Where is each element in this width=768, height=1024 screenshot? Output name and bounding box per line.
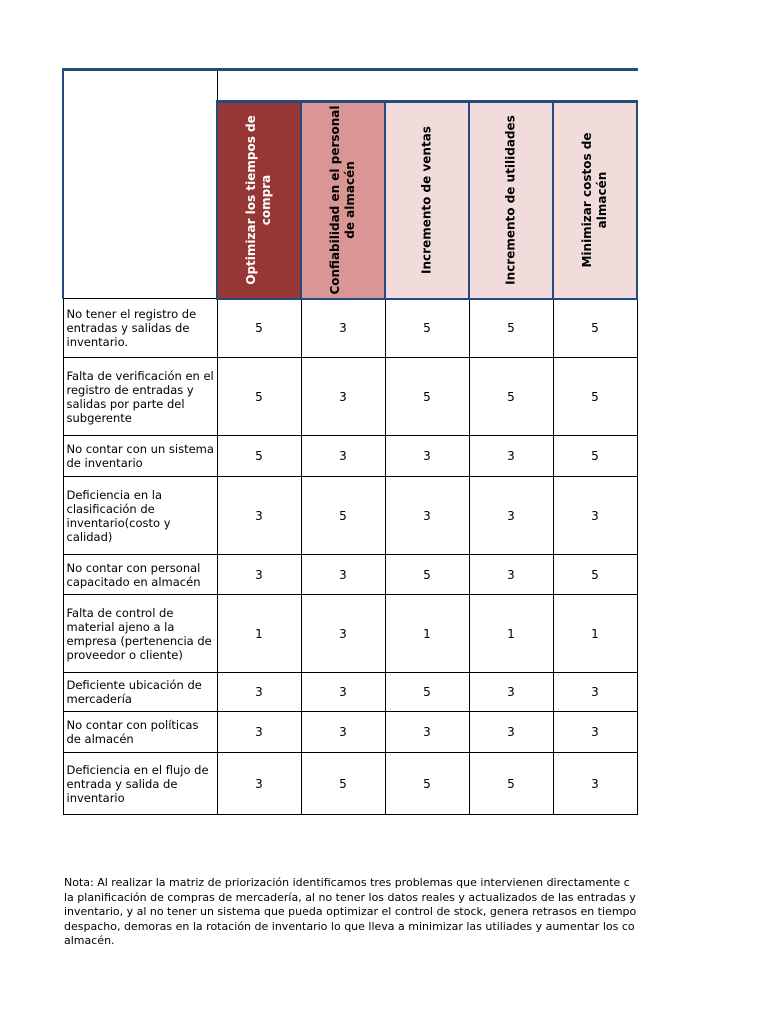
score-cell: 5	[217, 358, 301, 436]
score-cell: 5	[469, 358, 553, 436]
score-cell: 3	[385, 712, 469, 753]
criterion-header-3	[385, 102, 469, 299]
table-row	[63, 712, 723, 753]
score-cell: 5	[469, 753, 553, 815]
score-cell: 1	[217, 595, 301, 673]
score-cell: 3	[217, 555, 301, 595]
score-cell: 5	[217, 436, 301, 477]
score-cell: 5	[553, 358, 637, 436]
footnote	[64, 876, 638, 949]
score-cell: 3	[469, 712, 553, 753]
score-cell: 3	[301, 436, 385, 477]
footnote-line: despacho, demoras en la rotación de inventario lo que lleva a minimizar las utiliades y aumentar los co	[64, 919, 635, 933]
table-row	[63, 555, 723, 595]
criterion-header-4	[469, 102, 553, 299]
score-cell: 5	[553, 555, 637, 595]
score-cell: 3	[469, 555, 553, 595]
score-cell: 5	[385, 299, 469, 358]
score-cell: 3	[553, 753, 637, 815]
problem-cell: Deficiencia en la clasificación de inventario(costo y calidad)	[63, 477, 217, 555]
score-cell: 3	[469, 436, 553, 477]
criterion-label-4: Incremento de utilidades	[503, 115, 518, 286]
score-cell: 3	[385, 477, 469, 555]
table-row	[63, 673, 723, 712]
score-cell: 3	[301, 712, 385, 753]
problem-cell: No tener el registro de entradas y salidas de inventario.	[63, 299, 217, 358]
score-cell: 3	[385, 436, 469, 477]
score-cell: 3	[301, 299, 385, 358]
score-cell: 3	[469, 477, 553, 555]
score-cell: 3	[301, 595, 385, 673]
table-row	[63, 299, 723, 358]
score-cell: 5	[553, 299, 637, 358]
score-cell: 5	[301, 753, 385, 815]
problem-cell: Falta de control de material ajeno a la empresa (pertenencia de proveedor o cliente)	[63, 595, 217, 673]
score-cell: 1	[385, 595, 469, 673]
prioritization-matrix	[62, 68, 724, 815]
score-cell: 1	[469, 595, 553, 673]
problem-cell: No contar con un sistema de inventario	[63, 436, 217, 477]
table-row	[63, 595, 723, 673]
score-cell: 1	[553, 595, 637, 673]
score-cell: 3	[553, 477, 637, 555]
footnote-line: almacén.	[64, 934, 115, 947]
table-row	[63, 436, 723, 477]
score-cell: 5	[301, 477, 385, 555]
criterion-label-3: Incremento de ventas	[419, 126, 434, 275]
score-cell: 5	[469, 299, 553, 358]
score-cell: 3	[301, 555, 385, 595]
page-right-margin	[638, 0, 768, 1024]
criterion-header-1	[217, 102, 301, 299]
score-cell: 3	[469, 673, 553, 712]
problem-cell: No contar con personal capacitado en almacén	[63, 555, 217, 595]
score-cell: 5	[385, 358, 469, 436]
score-cell: 3	[217, 712, 301, 753]
corner-cell	[63, 70, 217, 299]
problem-cell: Falta de verificación en el registro de entradas y salidas por parte del subgerente	[63, 358, 217, 436]
problem-cell: Deficiencia en el flujo de entrada y salida de inventario	[63, 753, 217, 815]
criterion-header-5	[553, 102, 637, 299]
problem-cell: Deficiente ubicación de mercadería	[63, 673, 217, 712]
table-row	[63, 753, 723, 815]
score-cell: 3	[301, 673, 385, 712]
problem-cell: No contar con políticas de almacén	[63, 712, 217, 753]
table-row	[63, 477, 723, 555]
score-cell: 5	[385, 753, 469, 815]
table-row	[63, 358, 723, 436]
footnote-line: la planificación de compras de mercadería, al no tener los datos reales y actualizados de las entradas y	[64, 890, 636, 904]
criterion-header-2	[301, 102, 385, 299]
score-cell: 3	[301, 358, 385, 436]
score-cell: 5	[217, 299, 301, 358]
score-cell: 5	[553, 436, 637, 477]
criterion-label-2: Confiabilidad en el personal de almacén	[328, 105, 357, 295]
score-cell: 3	[217, 477, 301, 555]
score-cell: 5	[385, 555, 469, 595]
footnote-line: Nota: Al realizar la matriz de priorización identificamos tres problemas que intervienen directamente c	[64, 876, 630, 889]
score-cell: 3	[217, 673, 301, 712]
score-cell: 3	[217, 753, 301, 815]
score-cell: 3	[553, 673, 637, 712]
header-group-row	[63, 70, 723, 102]
footnote-line: inventario, y al no tener un sistema que pueda optimizar el control de stock, genera retrasos en tiempo	[64, 905, 637, 918]
criterion-label-5: Minimizar costos de almacén	[580, 132, 609, 268]
criterion-label-1: Optimizar los tiempos de compra	[244, 115, 273, 285]
score-cell: 3	[553, 712, 637, 753]
score-cell: 5	[385, 673, 469, 712]
